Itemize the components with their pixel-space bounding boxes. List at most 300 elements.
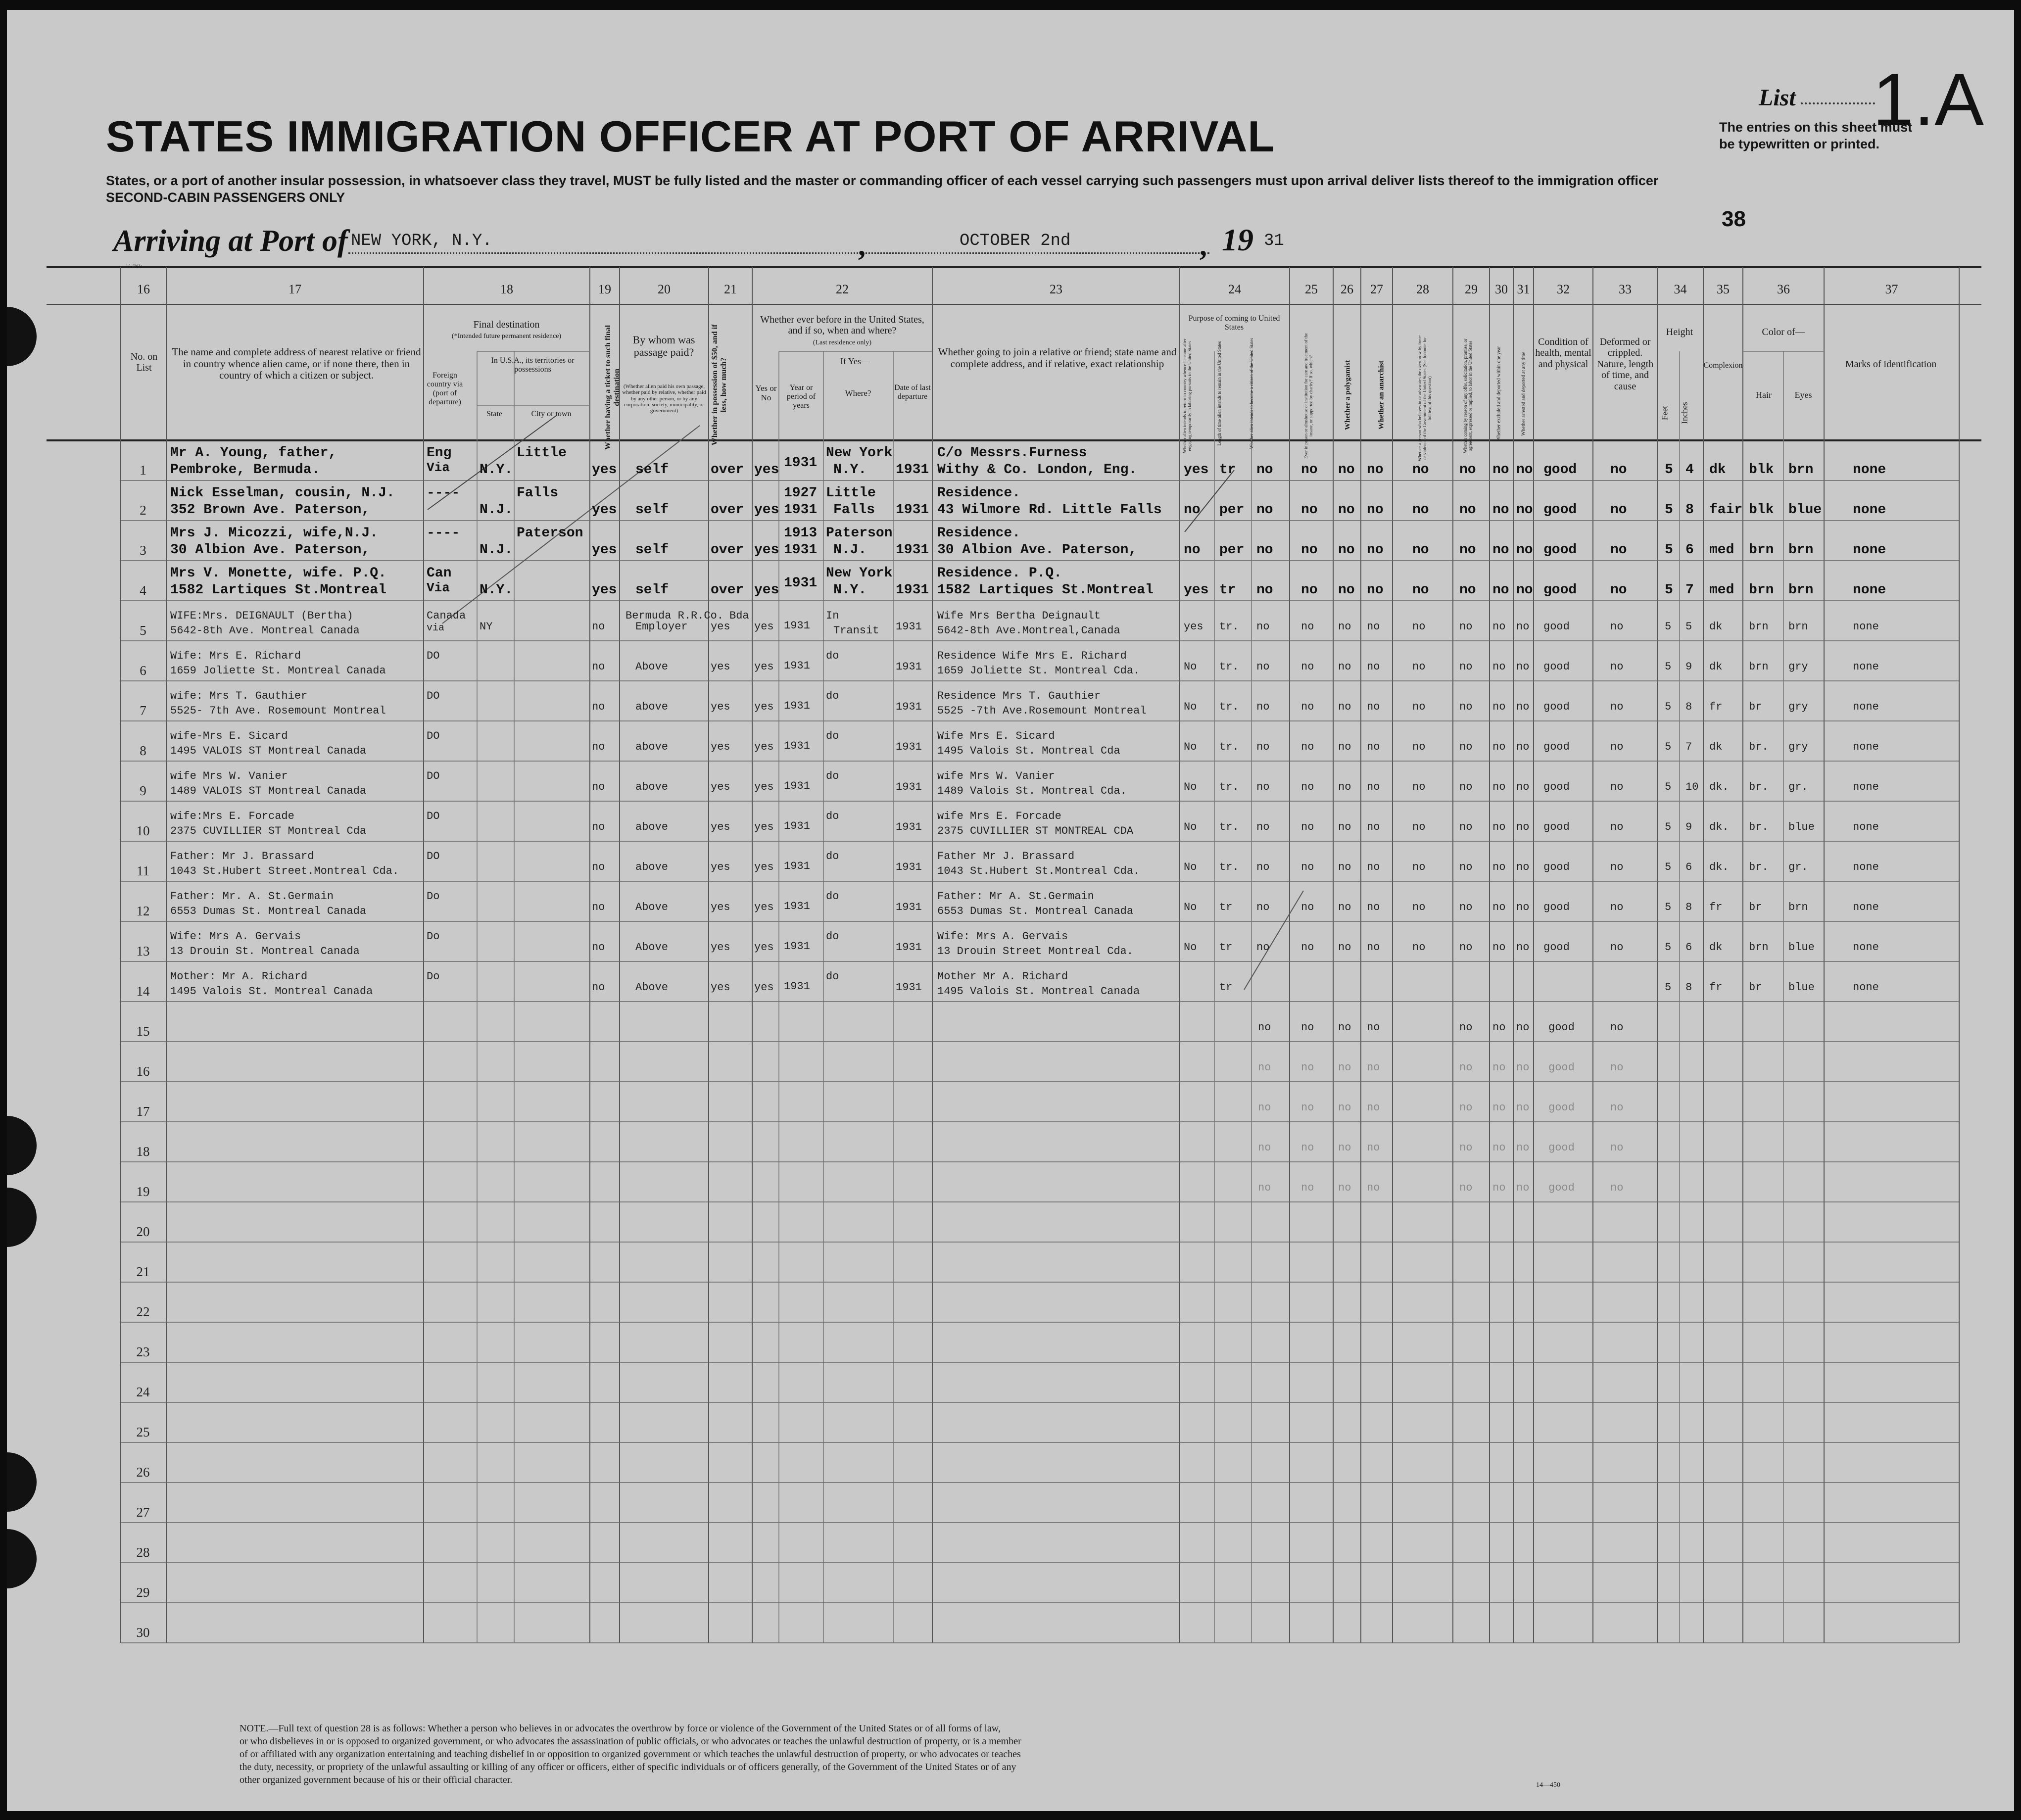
row-number: 1 (140, 463, 146, 478)
eye-color: blue (1788, 941, 1815, 954)
column-number-20: 20 (658, 282, 671, 296)
header-18-usa: In U.S.A., its territories or possessions (491, 356, 575, 374)
foreign-country: Do (427, 890, 440, 903)
identification-marks: none (1853, 861, 1879, 873)
year-period: 1931 (784, 575, 818, 591)
paid-by: self (635, 582, 669, 598)
relative-name: Mrs V. Monette, wife. P.Q. (170, 566, 386, 581)
identification-marks: none (1853, 661, 1879, 673)
overthrow-value: no (1412, 621, 1426, 633)
join-relative: Wife: Mrs A. Gervais (937, 930, 1068, 943)
ditto-no: no (1338, 1142, 1351, 1154)
complexion-value: fr (1709, 701, 1723, 713)
departure-date: 1931 (896, 582, 929, 598)
overthrow-value: no (1412, 901, 1426, 913)
header-18: Final destination (473, 319, 540, 330)
height-inches: 7 (1685, 582, 1694, 598)
ditto-no: no (1516, 1102, 1530, 1114)
polygamist-value: no (1338, 821, 1351, 833)
join-relative: Father: Mr A. St.Germain (937, 890, 1094, 903)
ditto-no: no (1258, 1142, 1271, 1154)
page-title: STATES IMMIGRATION OFFICER AT PORT OF ARRIVAL (106, 112, 1275, 161)
polygamist-value: no (1338, 582, 1355, 598)
purpose-return: No (1184, 941, 1197, 954)
purpose-length: tr (1219, 981, 1233, 994)
relative-address: 1495 VALOIS ST Montreal Canada (170, 745, 367, 757)
foreign-country: DO (427, 730, 440, 742)
height-inches: 10 (1685, 781, 1699, 793)
overthrow-value: no (1412, 821, 1426, 833)
relative-name: Father: Mr J. Brassard (170, 850, 314, 862)
relative-address: 5642-8th Ave. Montreal Canada (170, 624, 360, 637)
money-value: over (711, 542, 744, 558)
money-value: yes (711, 861, 730, 873)
header-33: Deformed or crippled. Nature, length of time, and cause (1596, 336, 1654, 392)
paid-by: above (635, 701, 669, 713)
row-number: 6 (140, 663, 146, 678)
ditto-no: no (1492, 1142, 1506, 1154)
header-25: Ever in prison or almshouse or institution for care and treatment of the insane, or supported by charity? If so, which? (1303, 333, 1313, 459)
port-value: NEW YORK, N.Y. (351, 232, 492, 250)
header-20: By whom was passage paid? (632, 334, 695, 358)
departure-date: 1931 (896, 781, 922, 793)
hair-color: br (1749, 981, 1762, 994)
excluded-value: no (1492, 621, 1506, 633)
header-28: Whether a person who believes in or advocates the overthrow by force or violence of the Government of the United States (See footnote for full text of this question) (1417, 335, 1433, 462)
purpose-return: No (1184, 661, 1197, 673)
where-value-2: N.Y. (833, 462, 867, 478)
height-inches: 8 (1685, 981, 1692, 994)
ticket-value: yes (592, 502, 617, 518)
year-period: 1931 (784, 455, 818, 471)
ever-before: yes (754, 542, 779, 558)
anarchist-value: no (1367, 781, 1380, 793)
purpose-return: No (1184, 821, 1197, 833)
ditto-no: no (1258, 1102, 1271, 1114)
join-address: 5642-8th Ave.Montreal,Canada (937, 624, 1120, 637)
relative-name: Nick Esselman, cousin, N.J. (170, 485, 395, 501)
deported-value: no (1516, 901, 1530, 913)
row-number: 12 (136, 904, 150, 918)
paid-by: above (635, 741, 669, 753)
excluded-value: no (1492, 741, 1506, 753)
hair-color: brn (1749, 941, 1769, 954)
money-value: yes (711, 941, 730, 954)
row-number: 29 (136, 1585, 150, 1600)
comma-mark: , (858, 229, 866, 262)
column-number-18: 18 (500, 282, 513, 296)
money-value: yes (711, 621, 730, 633)
ditto-no: no (1610, 1102, 1624, 1114)
prison-value: no (1301, 462, 1318, 478)
deformed-value: no (1610, 781, 1624, 793)
relative-address: 352 Brown Ave. Paterson, (170, 502, 370, 518)
purpose-citizen: no (1256, 542, 1273, 558)
anarchist-value: no (1367, 861, 1380, 873)
join-relative: Residence Mrs T. Gauthier (937, 690, 1101, 702)
where-value: In (826, 610, 839, 622)
height-feet: 5 (1665, 741, 1672, 753)
deported-value: no (1516, 741, 1530, 753)
ticket-value: yes (592, 462, 617, 478)
overthrow-value: no (1412, 542, 1429, 558)
where-value: New York (826, 566, 893, 581)
identification-marks: none (1853, 502, 1886, 518)
header-36: Color of— (1762, 327, 1805, 337)
join-relative: wife Mrs E. Forcade (937, 810, 1061, 822)
ticket-value: no (592, 701, 605, 713)
row-number: 18 (136, 1144, 150, 1159)
deformed-value: no (1610, 542, 1627, 558)
deported-value: no (1516, 462, 1533, 478)
where-value: Little (826, 485, 876, 501)
purpose-citizen: no (1256, 621, 1270, 633)
purpose-citizen: no (1256, 821, 1270, 833)
column-number-34: 34 (1674, 282, 1687, 296)
paid-by: Employer (635, 621, 688, 633)
money-note: Bda (729, 610, 749, 622)
row-number: 8 (140, 743, 146, 758)
deformed-value: no (1610, 821, 1624, 833)
labor-offer-value: no (1459, 941, 1473, 954)
join-address: 43 Wilmore Rd. Little Falls (937, 502, 1162, 518)
anarchist-value: no (1367, 661, 1380, 673)
polygamist-value: no (1338, 701, 1351, 713)
anarchist-value: no (1367, 701, 1380, 713)
polygamist-value: no (1338, 861, 1351, 873)
header-18-state: State (486, 410, 502, 418)
ditto-no: no (1367, 1061, 1380, 1074)
height-inches: 8 (1685, 901, 1692, 913)
row-number: 26 (136, 1465, 150, 1480)
relative-address: 13 Drouin St. Montreal Canada (170, 945, 360, 958)
relative-address: 5525- 7th Ave. Rosemount Montreal (170, 705, 386, 717)
destination-state: N.J. (480, 502, 513, 518)
header-30: Whether excluded and deported within one year (1496, 346, 1502, 441)
comma-mark-2: , (1200, 229, 1207, 262)
ditto-no: no (1338, 1021, 1351, 1034)
header-23: Whether going to join a relative or friend; state name and complete address, and if relative, exact relationship (938, 346, 1177, 370)
header-24-b: Length of time alien intends to remain in the United States (1216, 341, 1222, 446)
overthrow-value: no (1412, 941, 1426, 954)
purpose-length: tr. (1219, 821, 1239, 833)
height-feet: 5 (1665, 821, 1672, 833)
where-value: Paterson (826, 526, 893, 541)
footnote-line-4: the duty, necessity, or propriety of the unlawful assaulting or killing of any officer or officers, either of specific individuals or of officers generally, of the Government of the United States or of any (240, 1762, 1016, 1772)
paid-by: Above (635, 981, 669, 994)
destination-state: N.Y. (480, 462, 513, 478)
column-number-33: 33 (1619, 282, 1632, 296)
relative-address: 6553 Dumas St. Montreal Canada (170, 905, 367, 917)
ever-before: yes (754, 781, 774, 793)
row-number: 14 (136, 984, 150, 999)
deported-value: no (1516, 621, 1530, 633)
where-value: do (826, 690, 839, 702)
excluded-value: no (1492, 701, 1506, 713)
row-number: 23 (136, 1344, 150, 1359)
where-value: do (826, 770, 839, 782)
foreign-country: ---- (427, 485, 460, 501)
height-feet: 5 (1665, 861, 1672, 873)
ticket-value: yes (592, 542, 617, 558)
row-number: 19 (136, 1184, 150, 1199)
paid-by: Above (635, 661, 669, 673)
overthrow-value: no (1412, 582, 1429, 598)
labor-offer-value: no (1459, 661, 1473, 673)
ditto-no: no (1459, 1102, 1473, 1114)
labor-offer-value: no (1459, 542, 1476, 558)
header-26: Whether a polygamist (1344, 360, 1352, 431)
join-address: 1495 Valois St. Montreal Canada (937, 985, 1140, 998)
entries-note-2: be typewritten or printed. (1719, 137, 1880, 151)
destination-state: N.J. (480, 542, 513, 558)
prison-value: no (1301, 741, 1314, 753)
row-number: 11 (137, 863, 149, 878)
entries-note-1: The entries on this sheet must (1719, 120, 1913, 135)
column-number-35: 35 (1717, 282, 1730, 296)
year-suffix: 31 (1264, 232, 1284, 250)
column-number-32: 32 (1557, 282, 1570, 296)
join-relative: Mother Mr A. Richard (937, 970, 1068, 983)
ever-before: yes (754, 821, 774, 833)
header-36-hair: Hair (1756, 390, 1772, 400)
ditto-no: no (1459, 1021, 1473, 1034)
row-number: 20 (136, 1224, 150, 1239)
health-value: good (1543, 821, 1570, 833)
purpose-length: tr. (1219, 621, 1239, 633)
row-number: 24 (136, 1385, 150, 1399)
ever-before: yes (754, 981, 774, 994)
health-value: good (1543, 701, 1570, 713)
purpose-length: tr. (1219, 781, 1239, 793)
purpose-length: tr (1219, 941, 1233, 954)
row-number: 5 (140, 623, 146, 638)
row-number: 13 (136, 944, 150, 958)
where-value: do (826, 850, 839, 862)
ditto-no: no (1610, 1182, 1624, 1194)
ditto-no: no (1258, 1021, 1271, 1034)
departure-date: 1931 (896, 821, 922, 833)
ticket-value: yes (592, 582, 617, 598)
prison-value: no (1301, 661, 1314, 673)
where-value: do (826, 730, 839, 742)
eye-color: gry (1788, 701, 1808, 713)
ever-before: yes (754, 502, 779, 518)
paid-by: self (635, 542, 669, 558)
hair-color: blk (1749, 462, 1774, 478)
year-prefix: 19 (1222, 222, 1253, 257)
ticket-value: no (592, 821, 605, 833)
health-value: good (1543, 901, 1570, 913)
ditto-no: no (1338, 1061, 1351, 1074)
anarchist-value: no (1367, 821, 1380, 833)
complexion-value: fr (1709, 981, 1723, 994)
where-value: do (826, 970, 839, 983)
labor-offer-value: no (1459, 861, 1473, 873)
join-relative: C/o Messrs.Furness (937, 445, 1087, 461)
header-24-c: Whether alien intends to become a citizen of the United States (1249, 337, 1254, 449)
departure-date: 1931 (896, 861, 922, 873)
deformed-value: no (1610, 661, 1624, 673)
polygamist-value: no (1338, 661, 1351, 673)
prison-value: no (1301, 701, 1314, 713)
complexion-value: dk. (1709, 821, 1729, 833)
column-number-36: 36 (1777, 282, 1790, 296)
money-value: yes (711, 741, 730, 753)
ditto-no: no (1367, 1182, 1380, 1194)
prison-value: no (1301, 582, 1318, 598)
labor-offer-value: no (1459, 462, 1476, 478)
polygamist-value: no (1338, 941, 1351, 954)
ditto-no: no (1301, 1061, 1314, 1074)
ever-before: yes (754, 861, 774, 873)
hair-color: br. (1749, 861, 1769, 873)
health-value: good (1543, 941, 1570, 954)
anarchist-value: no (1367, 621, 1380, 633)
date-value: OCTOBER 2nd (960, 232, 1071, 250)
labor-offer-value: no (1459, 781, 1473, 793)
ditto-no: no (1516, 1061, 1530, 1074)
hair-color: br (1749, 901, 1762, 913)
prison-value: no (1301, 901, 1314, 913)
where-value-2: Transit (833, 624, 879, 637)
excluded-value: no (1492, 661, 1506, 673)
complexion-value: med (1709, 582, 1734, 598)
prison-value: no (1301, 502, 1318, 518)
eye-color: gr. (1788, 781, 1808, 793)
header-22-ifyes: If Yes— (840, 356, 870, 366)
header-34-inches: Inches (1680, 402, 1689, 424)
column-number-28: 28 (1416, 282, 1429, 296)
row-number: 9 (140, 783, 146, 798)
ditto-no: no (1492, 1021, 1506, 1034)
paid-by: above (635, 781, 669, 793)
foreign-country: DO (427, 690, 440, 702)
purpose-length: tr (1219, 582, 1236, 598)
departure-date: 1931 (896, 661, 922, 673)
labor-offer-value: no (1459, 741, 1473, 753)
ditto-no: no (1301, 1182, 1314, 1194)
ditto-no: no (1338, 1102, 1351, 1114)
list-number: 1.A (1873, 58, 1984, 141)
year-period: 1931 (784, 620, 810, 632)
header-22-date: Date of last departure (894, 383, 931, 401)
overthrow-value: no (1412, 861, 1426, 873)
relative-name: Mrs J. Micozzi, wife,N.J. (170, 526, 379, 541)
header-18-foreign: Foreign country via (port of departure) (427, 371, 463, 406)
complexion-value: fr (1709, 901, 1723, 913)
ditto-no: no (1459, 1142, 1473, 1154)
where-value: do (826, 810, 839, 822)
anarchist-value: no (1367, 542, 1384, 558)
column-number-37: 37 (1885, 282, 1898, 296)
departure-date: 1931 (896, 941, 922, 954)
labor-offer-value: no (1459, 582, 1476, 598)
header-37: Marks of identification (1845, 359, 1937, 370)
join-relative: Residence Wife Mrs E. Richard (937, 650, 1127, 662)
ditto-no: no (1610, 1021, 1624, 1034)
departure-date: 1931 (896, 701, 922, 713)
relative-address: 1582 Lartiques St.Montreal (170, 582, 386, 598)
column-number-17: 17 (289, 282, 301, 296)
deported-value: no (1516, 661, 1530, 673)
header-22-year: Year or period of years (786, 383, 816, 410)
row-number: 27 (136, 1505, 150, 1520)
ever-before: yes (754, 582, 779, 598)
complexion-value: med (1709, 542, 1734, 558)
height-inches: 9 (1685, 661, 1692, 673)
header-32: Condition of health, mental and physical (1535, 336, 1591, 370)
row-number: 28 (136, 1545, 150, 1560)
relative-name: wife: Mrs T. Gauthier (170, 690, 308, 702)
excluded-value: no (1492, 582, 1509, 598)
identification-marks: none (1853, 462, 1886, 478)
ticket-value: no (592, 781, 605, 793)
hair-color: brn (1749, 661, 1769, 673)
ditto-no: no (1459, 1061, 1473, 1074)
purpose-citizen: no (1256, 462, 1273, 478)
pencil-stroke (1185, 470, 1234, 532)
ditto-no: no (1367, 1102, 1380, 1114)
list-label: List (1759, 85, 1796, 111)
height-inches: 6 (1685, 861, 1692, 873)
row-number: 16 (136, 1064, 150, 1079)
deformed-value: no (1610, 941, 1624, 954)
foreign-country: Do (427, 970, 440, 983)
year-period-2: 1931 (784, 502, 818, 518)
row-number: 3 (140, 543, 146, 558)
complexion-value: dk (1709, 621, 1723, 633)
where-value: do (826, 930, 839, 943)
join-address: 30 Albion Ave. Paterson, (937, 542, 1137, 558)
identification-marks: none (1853, 981, 1879, 994)
row-number: 25 (136, 1425, 150, 1439)
where-value: do (826, 890, 839, 903)
deported-value: no (1516, 821, 1530, 833)
purpose-return: yes (1184, 462, 1209, 478)
column-number-25: 25 (1305, 282, 1318, 296)
join-address: 1489 Valois St. Montreal Cda. (937, 785, 1127, 797)
header-34-feet: Feet (1660, 405, 1670, 421)
height-feet: 5 (1665, 781, 1672, 793)
labor-offer-value: no (1459, 901, 1473, 913)
purpose-citizen: no (1256, 741, 1270, 753)
eye-color: blue (1788, 981, 1815, 994)
overthrow-value: no (1412, 701, 1426, 713)
eye-color: blue (1788, 502, 1822, 518)
paid-by: self (635, 462, 669, 478)
complexion-value: dk (1709, 741, 1723, 753)
column-number-27: 27 (1370, 282, 1383, 296)
overthrow-value: no (1412, 661, 1426, 673)
deformed-value: no (1610, 741, 1624, 753)
purpose-citizen: no (1256, 661, 1270, 673)
paid-note: Bermuda R.R.Co. (626, 610, 724, 622)
health-value: good (1543, 741, 1570, 753)
destination-city: Paterson (517, 526, 583, 541)
money-value: over (711, 502, 744, 518)
purpose-return: yes (1184, 621, 1203, 633)
paid-by: above (635, 861, 669, 873)
deported-value: no (1516, 502, 1533, 518)
header-31: Whether arrested and deported at any time (1521, 351, 1527, 436)
deported-value: no (1516, 941, 1530, 954)
complexion-value: fair (1709, 502, 1743, 518)
purpose-return: No (1184, 901, 1197, 913)
purpose-length: tr. (1219, 701, 1239, 713)
ditto-no: no (1301, 1102, 1314, 1114)
ditto-no: no (1492, 1102, 1506, 1114)
